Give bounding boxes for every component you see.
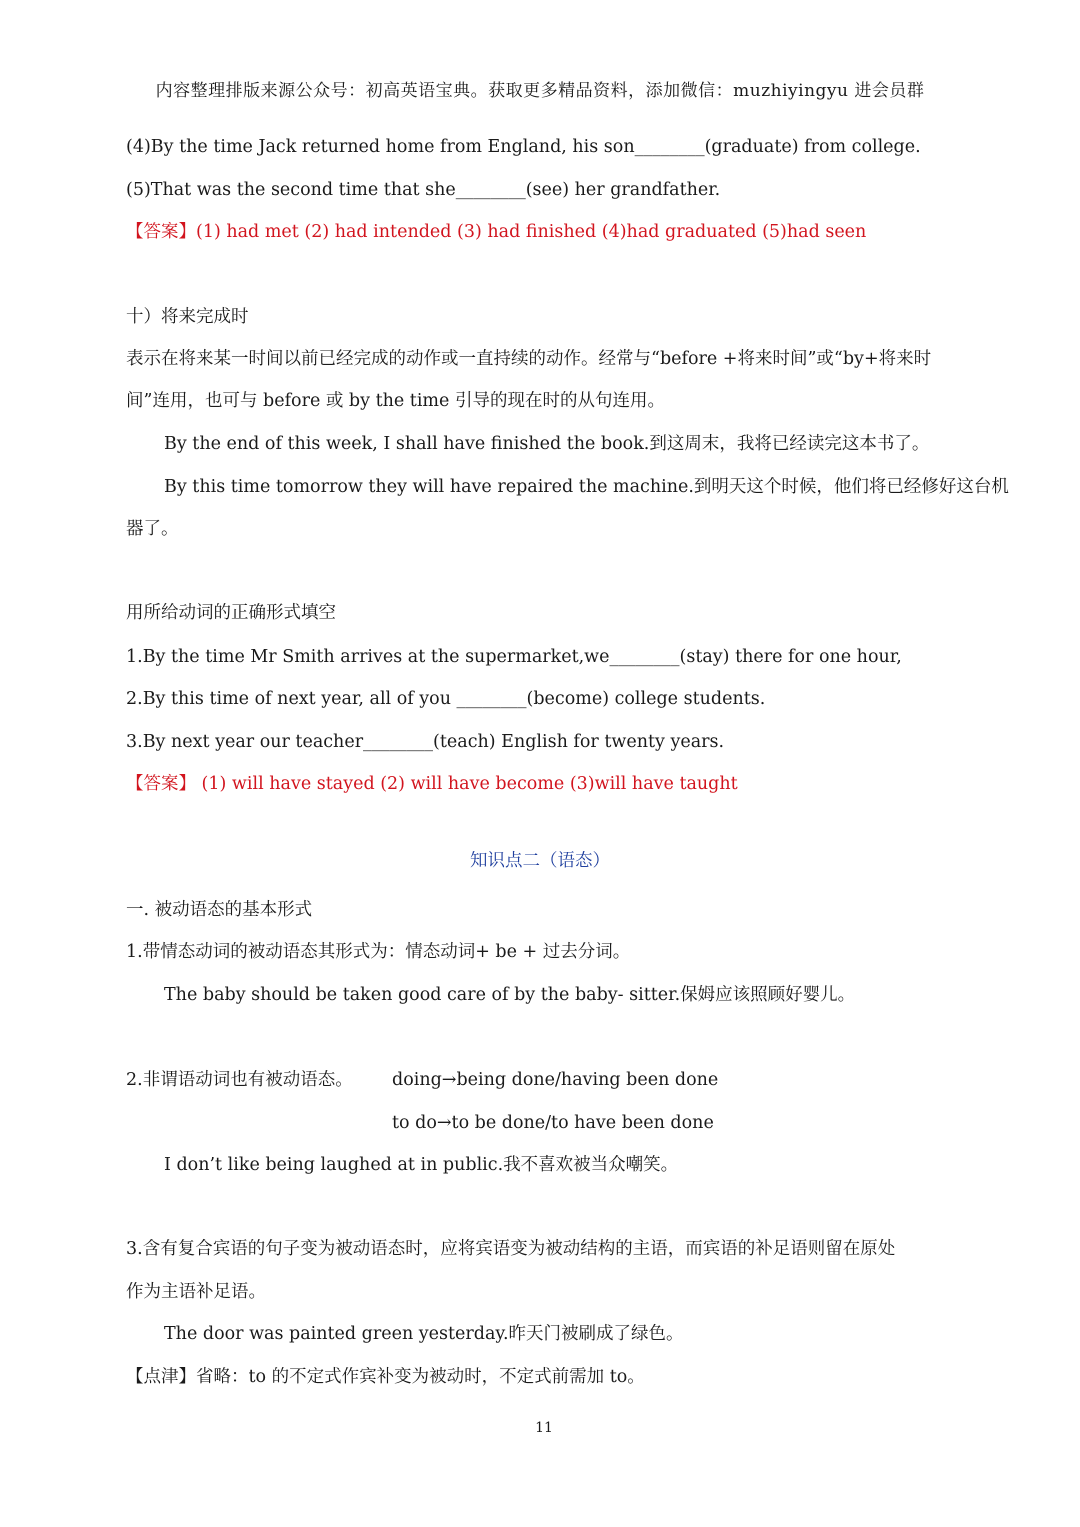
section-heading: 一. 被动语态的基本形式 [126,900,313,920]
tip-line: 【点津】省略：to 的不定式作宾补变为被动时，不定式前需加 to。 [126,1367,645,1387]
form-line: to do→to be done/to have been done [392,1113,714,1133]
exercise-line: 1.By the time Mr Smith arrives at the supermarket,we________(stay) there for one hour, [126,647,902,667]
example-sentence: The door was painted green yesterday.昨天门被刷成了绿色。 [164,1324,684,1344]
description-line: 表示在将来某一时间以前已经完成的动作或一直持续的动作。经常与“before +将来时间”或“by+将来时 [126,349,932,369]
rule-line: 3.含有复合宾语的句子变为被动语态时，应将宾语变为被动结构的主语，而宾语的补足语则留在原处 [126,1239,896,1259]
section-title: 知识点二（语态） [470,851,610,871]
answer-line: 【答案】(1) had met (2) had intended (3) had finished (4)had graduated (5)had seen [126,222,867,242]
description-line: 间”连用，也可与 before 或 by the time 引导的现在时的从句连用。 [126,391,665,411]
exercise-line: 2.By this time of next year, all of you ________(become) college students. [126,689,766,709]
form-line: doing→being done/having been done [392,1070,719,1090]
example-sentence: By this time tomorrow they will have repaired the machine.到明天这个时候，他们将已经修好这台机 [164,477,1009,497]
exercise-line: 3.By next year our teacher________(teach) English for twenty years. [126,732,725,752]
page-header: 内容整理排版来源公众号：初高英语宝典。获取更多精品资料，添加微信：muzhiyingyu 进会员群 [155,81,925,101]
rule-line: 1.带情态动词的被动语态其形式为：情态动词+ be + 过去分词。 [126,942,631,962]
exercise-title: 用所给动词的正确形式填空 [126,603,336,623]
example-sentence: By the end of this week, I shall have finished the book.到这周末，我将已经读完这本书了。 [164,434,930,454]
rule-line: 2.非谓语动词也有被动语态。 [126,1070,353,1090]
answer-line: 【答案】 (1) will have stayed (2) will have become (3)will have taught [126,774,738,794]
exercise-line: (4)By the time Jack returned home from England, his son________(graduate) from college. [126,137,921,157]
page-number: 11 [535,1420,553,1436]
example-sentence: I don’t like being laughed at in public.我不喜欢被当众嘲笑。 [164,1155,679,1175]
example-sentence: The baby should be taken good care of by the baby- sitter.保姆应该照顾好婴儿。 [164,985,856,1005]
exercise-line: (5)That was the second time that she________(see) her grandfather. [126,180,721,200]
rule-line: 作为主语补足语。 [126,1282,266,1302]
section-heading: 十）将来完成时 [126,307,249,327]
example-sentence-continued: 器了。 [126,519,179,539]
